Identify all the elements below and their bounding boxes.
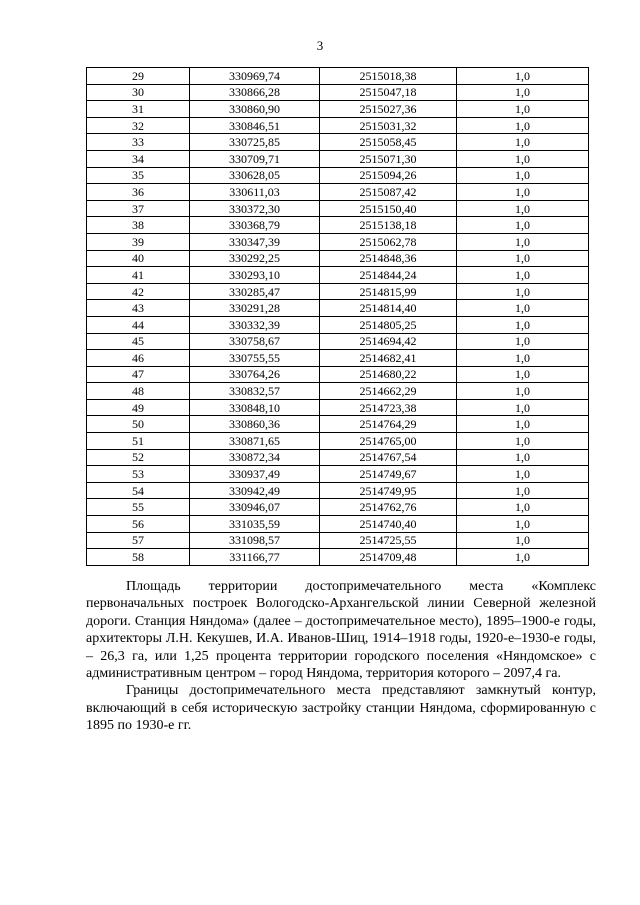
x-coordinate-cell: 330291,28 (190, 300, 320, 317)
y-coordinate-cell: 2514762,76 (320, 499, 457, 516)
x-coordinate-cell: 330725,85 (190, 134, 320, 151)
accuracy-cell: 1,0 (457, 516, 589, 533)
table-row (87, 200, 589, 217)
table-row (87, 316, 589, 333)
table-row (87, 184, 589, 201)
x-coordinate-cell: 330285,47 (190, 283, 320, 300)
table-row (87, 167, 589, 184)
table-row (87, 267, 589, 284)
x-coordinate-cell: 330764,26 (190, 366, 320, 383)
y-coordinate-cell: 2514723,38 (320, 399, 457, 416)
x-coordinate-cell: 330937,49 (190, 466, 320, 483)
area-paragraph: Площадь территории достопримечательного места «Комплекс первоначальных построек Вологодско-Архангельской линии Северной железной дороги. Станция Няндома» (далее – достопримечательное место), 1895–1900-е годы, архитекторы Л.Н. Кекушев, И.А. Иванов-Шиц, 1914–1918 годы, 1920-е–1930-е годы, – 26,3 га, или 1,25 процента территории городского поселения «Няндомское» с административным центром – город Няндома, территория которого – 2097,4 га. (86, 579, 596, 682)
point-number-cell: 57 (87, 532, 190, 549)
point-number-cell: 55 (87, 499, 190, 516)
point-number-cell: 53 (87, 466, 190, 483)
point-number-cell: 40 (87, 250, 190, 267)
y-coordinate-cell: 2515027,36 (320, 101, 457, 118)
accuracy-cell: 1,0 (457, 416, 589, 433)
y-coordinate-cell: 2514805,25 (320, 316, 457, 333)
y-coordinate-cell: 2514749,95 (320, 482, 457, 499)
table-row (87, 433, 589, 450)
point-number-cell: 31 (87, 101, 190, 118)
accuracy-cell: 1,0 (457, 167, 589, 184)
table-row (87, 383, 589, 400)
point-number-cell: 44 (87, 316, 190, 333)
accuracy-cell: 1,0 (457, 350, 589, 367)
table-row (87, 532, 589, 549)
point-number-cell: 50 (87, 416, 190, 433)
y-coordinate-cell: 2514767,54 (320, 449, 457, 466)
point-number-cell: 36 (87, 184, 190, 201)
y-coordinate-cell: 2514848,36 (320, 250, 457, 267)
accuracy-cell: 1,0 (457, 482, 589, 499)
accuracy-cell: 1,0 (457, 217, 589, 234)
accuracy-cell: 1,0 (457, 383, 589, 400)
description-text (86, 578, 596, 735)
y-coordinate-cell: 2514709,48 (320, 549, 457, 566)
accuracy-cell: 1,0 (457, 549, 589, 566)
point-number-cell: 43 (87, 300, 190, 317)
accuracy-cell: 1,0 (457, 184, 589, 201)
accuracy-cell: 1,0 (457, 449, 589, 466)
point-number-cell: 54 (87, 482, 190, 499)
accuracy-cell: 1,0 (457, 267, 589, 284)
accuracy-cell: 1,0 (457, 300, 589, 317)
table-row (87, 283, 589, 300)
page-number: 3 (316, 38, 324, 53)
table-row (87, 300, 589, 317)
y-coordinate-cell: 2515058,45 (320, 134, 457, 151)
accuracy-cell: 1,0 (457, 366, 589, 383)
table-row (87, 516, 589, 533)
point-number-cell: 52 (87, 449, 190, 466)
table-row (87, 134, 589, 151)
x-coordinate-cell: 330628,05 (190, 167, 320, 184)
y-coordinate-cell: 2514814,40 (320, 300, 457, 317)
x-coordinate-cell: 330872,34 (190, 449, 320, 466)
table-row (87, 549, 589, 566)
x-coordinate-cell: 330942,49 (190, 482, 320, 499)
x-coordinate-cell: 330946,07 (190, 499, 320, 516)
table-row (87, 117, 589, 134)
x-coordinate-cell: 330755,55 (190, 350, 320, 367)
y-coordinate-cell: 2515047,18 (320, 84, 457, 101)
y-coordinate-cell: 2515018,38 (320, 68, 457, 85)
accuracy-cell: 1,0 (457, 250, 589, 267)
accuracy-cell: 1,0 (457, 333, 589, 350)
point-number-cell: 45 (87, 333, 190, 350)
point-number-cell: 30 (87, 84, 190, 101)
point-number-cell: 58 (87, 549, 190, 566)
accuracy-cell: 1,0 (457, 433, 589, 450)
table-row (87, 482, 589, 499)
accuracy-cell: 1,0 (457, 499, 589, 516)
x-coordinate-cell: 331098,57 (190, 532, 320, 549)
x-coordinate-cell: 330860,90 (190, 101, 320, 118)
table-row (87, 499, 589, 516)
y-coordinate-cell: 2515138,18 (320, 217, 457, 234)
y-coordinate-cell: 2514844,24 (320, 267, 457, 284)
point-number-cell: 34 (87, 150, 190, 167)
y-coordinate-cell: 2514694,42 (320, 333, 457, 350)
y-coordinate-cell: 2514682,41 (320, 350, 457, 367)
y-coordinate-cell: 2514725,55 (320, 532, 457, 549)
table-row (87, 399, 589, 416)
x-coordinate-cell: 330969,74 (190, 68, 320, 85)
x-coordinate-cell: 331166,77 (190, 549, 320, 566)
point-number-cell: 32 (87, 117, 190, 134)
x-coordinate-cell: 330293,10 (190, 267, 320, 284)
y-coordinate-cell: 2515150,40 (320, 200, 457, 217)
table-row (87, 84, 589, 101)
point-number-cell: 41 (87, 267, 190, 284)
x-coordinate-cell: 330832,57 (190, 383, 320, 400)
table-row (87, 250, 589, 267)
y-coordinate-cell: 2514680,22 (320, 366, 457, 383)
x-coordinate-cell: 331035,59 (190, 516, 320, 533)
x-coordinate-cell: 330866,28 (190, 84, 320, 101)
y-coordinate-cell: 2515094,26 (320, 167, 457, 184)
y-coordinate-cell: 2514765,00 (320, 433, 457, 450)
y-coordinate-cell: 2515087,42 (320, 184, 457, 201)
accuracy-cell: 1,0 (457, 134, 589, 151)
boundary-paragraph: Границы достопримечательного места представляют замкнутый контур, включающий в себя историческую застройку станции Няндома, сформированную с 1895 по 1930-е гг. (86, 683, 596, 734)
accuracy-cell: 1,0 (457, 283, 589, 300)
accuracy-cell: 1,0 (457, 316, 589, 333)
table-row (87, 449, 589, 466)
y-coordinate-cell: 2515071,30 (320, 150, 457, 167)
coordinates-table-body (87, 68, 589, 566)
x-coordinate-cell: 330332,39 (190, 316, 320, 333)
accuracy-cell: 1,0 (457, 68, 589, 85)
y-coordinate-cell: 2514815,99 (320, 283, 457, 300)
x-coordinate-cell: 330611,03 (190, 184, 320, 201)
point-number-cell: 56 (87, 516, 190, 533)
accuracy-cell: 1,0 (457, 150, 589, 167)
point-number-cell: 37 (87, 200, 190, 217)
x-coordinate-cell: 330372,30 (190, 200, 320, 217)
point-number-cell: 46 (87, 350, 190, 367)
x-coordinate-cell: 330292,25 (190, 250, 320, 267)
y-coordinate-cell: 2514740,40 (320, 516, 457, 533)
y-coordinate-cell: 2514749,67 (320, 466, 457, 483)
table-row (87, 333, 589, 350)
table-row (87, 350, 589, 367)
x-coordinate-cell: 330368,79 (190, 217, 320, 234)
y-coordinate-cell: 2515062,78 (320, 233, 457, 250)
x-coordinate-cell: 330758,67 (190, 333, 320, 350)
table-row (87, 466, 589, 483)
table-row (87, 68, 589, 85)
y-coordinate-cell: 2514764,29 (320, 416, 457, 433)
point-number-cell: 38 (87, 217, 190, 234)
accuracy-cell: 1,0 (457, 532, 589, 549)
point-number-cell: 51 (87, 433, 190, 450)
accuracy-cell: 1,0 (457, 117, 589, 134)
point-number-cell: 35 (87, 167, 190, 184)
point-number-cell: 48 (87, 383, 190, 400)
accuracy-cell: 1,0 (457, 101, 589, 118)
table-row (87, 101, 589, 118)
accuracy-cell: 1,0 (457, 84, 589, 101)
y-coordinate-cell: 2514662,29 (320, 383, 457, 400)
table-row (87, 217, 589, 234)
coordinates-table (86, 67, 589, 566)
point-number-cell: 29 (87, 68, 190, 85)
x-coordinate-cell: 330871,65 (190, 433, 320, 450)
point-number-cell: 49 (87, 399, 190, 416)
table-row (87, 150, 589, 167)
point-number-cell: 42 (87, 283, 190, 300)
table-row (87, 366, 589, 383)
x-coordinate-cell: 330846,51 (190, 117, 320, 134)
point-number-cell: 39 (87, 233, 190, 250)
point-number-cell: 33 (87, 134, 190, 151)
accuracy-cell: 1,0 (457, 399, 589, 416)
y-coordinate-cell: 2515031,32 (320, 117, 457, 134)
x-coordinate-cell: 330709,71 (190, 150, 320, 167)
x-coordinate-cell: 330860,36 (190, 416, 320, 433)
table-row (87, 416, 589, 433)
x-coordinate-cell: 330848,10 (190, 399, 320, 416)
x-coordinate-cell: 330347,39 (190, 233, 320, 250)
point-number-cell: 47 (87, 366, 190, 383)
accuracy-cell: 1,0 (457, 200, 589, 217)
accuracy-cell: 1,0 (457, 233, 589, 250)
accuracy-cell: 1,0 (457, 466, 589, 483)
table-row (87, 233, 589, 250)
